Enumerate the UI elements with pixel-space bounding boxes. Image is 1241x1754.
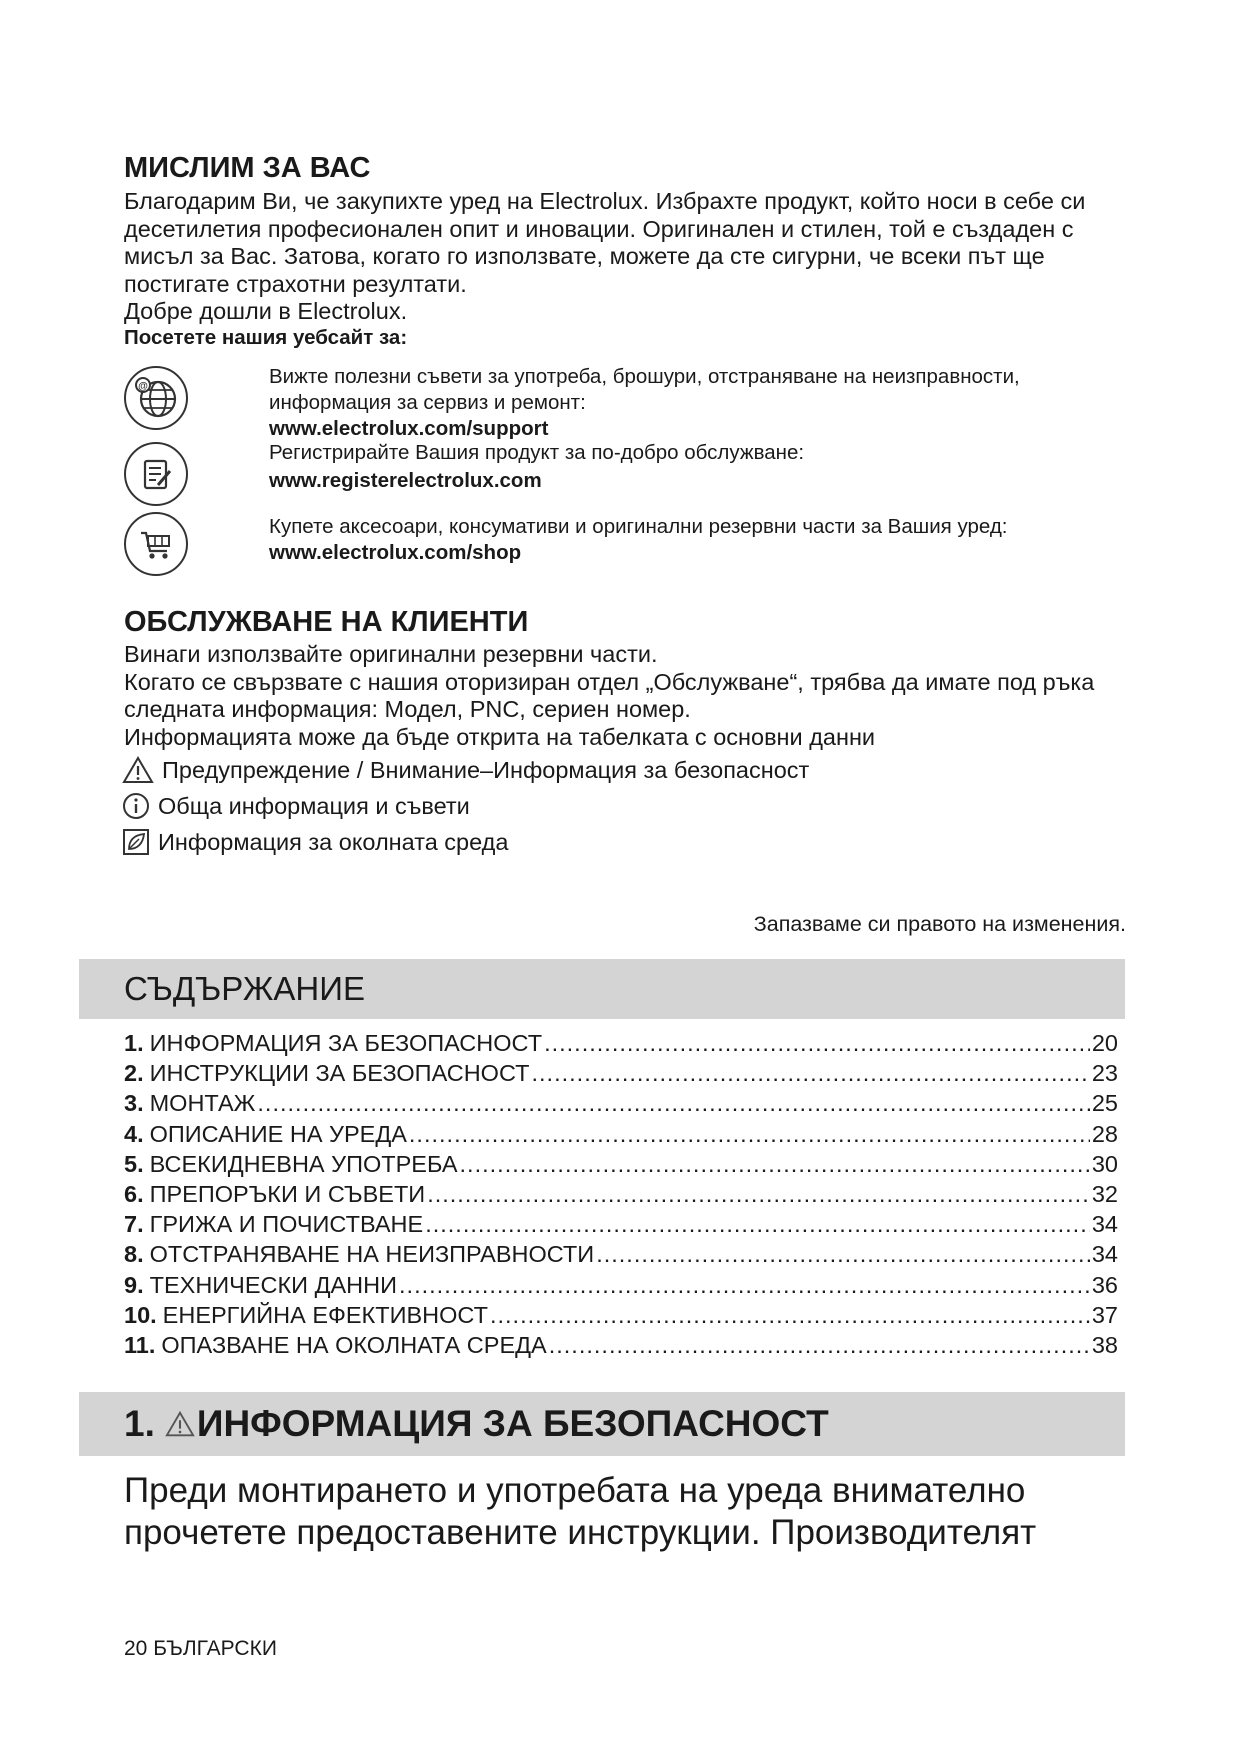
link-block-register [269, 440, 1129, 494]
toc-item-number: 4. [124, 1120, 144, 1147]
reserve-note: Запазваме си правото на изменения. [753, 912, 1126, 936]
legend-info [122, 792, 470, 820]
section-title-think-of-you: МИСЛИМ ЗА ВАС [124, 152, 371, 184]
toc-item[interactable] [124, 1151, 1118, 1181]
warning-icon [122, 756, 154, 784]
link-description: Вижте полезни съвети за употреба, брошури, отстраняване на неизправности, информация за сервиз и ремонт: [269, 365, 1020, 414]
svg-text:@: @ [138, 381, 148, 392]
customer-service-text [124, 641, 1124, 751]
intro-block [124, 188, 1114, 326]
toc-item-page: 25 [1091, 1090, 1118, 1117]
support-link[interactable]: www.electrolux.com/support [269, 417, 549, 440]
toc-dot-leader [549, 1332, 1090, 1359]
toc-dot-leader [425, 1211, 1090, 1238]
register-icon [124, 442, 188, 506]
toc-item[interactable] [124, 1332, 1118, 1362]
toc-dot-leader [532, 1060, 1090, 1087]
toc-item-page: 38 [1091, 1331, 1118, 1358]
intro-text: Благодарим Ви, че закупихте уред на Electrolux. Избрахте продукт, който носи в себе си десетилетия професионален опит и иновации. Оригинален и стилен, той е създаден с мисъл за Вас. Затова, когато го използвате, можете да сте сигурни, че всеки път ще постигате страхотни резултати. [124, 188, 1086, 297]
welcome-text: Добре дошли в Electrolux. [124, 298, 408, 324]
toc-item-page: 36 [1091, 1271, 1118, 1298]
toc-item-page: 37 [1091, 1301, 1118, 1328]
toc-item[interactable] [124, 1030, 1118, 1060]
toc-item-label: ОПАЗВАНЕ НА ОКОЛНАТА СРЕДА [161, 1331, 547, 1358]
toc-item-page: 30 [1091, 1150, 1118, 1177]
toc-dot-leader [427, 1181, 1090, 1208]
toc-item[interactable] [124, 1211, 1118, 1241]
toc-item[interactable] [124, 1090, 1118, 1120]
shop-link[interactable]: www.electrolux.com/shop [269, 541, 522, 564]
service-line-2: Когато се свързвате с нашия оторизиран отдел „Обслужване“, трябва да имате под ръка следната информация: Модел, PNC, сериен номер. [124, 668, 1095, 722]
toc-item-number: 6. [124, 1180, 144, 1207]
link-description: Регистрирайте Вашия продукт за по-добро обслужване: [269, 441, 805, 464]
toc-item-number: 3. [124, 1090, 144, 1117]
toc-item-label: ПРЕПОРЪКИ И СЪВЕТИ [149, 1180, 426, 1207]
toc-dot-leader [257, 1090, 1089, 1117]
toc-item-number: 2. [124, 1060, 144, 1087]
toc-item-page: 23 [1091, 1060, 1118, 1087]
section-title-customer-service: ОБСЛУЖВАНЕ НА КЛИЕНТИ [124, 606, 529, 638]
toc-item-label: ОТСТРАНЯВАНЕ НА НЕИЗПРАВНОСТИ [149, 1241, 595, 1268]
toc-item-label: ГРИЖА И ПОЧИСТВАНЕ [149, 1211, 424, 1238]
toc-item-label: ВСЕКИДНЕВНА УПОТРЕБА [149, 1150, 458, 1177]
globe-icon [124, 366, 188, 430]
toc-item-number: 9. [124, 1271, 144, 1298]
toc-item-number: 10. [124, 1301, 157, 1328]
toc-item[interactable] [124, 1302, 1118, 1332]
toc-dot-leader [490, 1302, 1090, 1329]
toc-item[interactable] [124, 1272, 1118, 1302]
link-block-support [269, 364, 1129, 442]
section1-title: ИНФОРМАЦИЯ ЗА БЕЗОПАСНОСТ [196, 1403, 829, 1444]
toc-item-page: 32 [1091, 1180, 1118, 1207]
register-link[interactable]: www.registerelectrolux.com [269, 469, 542, 492]
toc-item-label: МОНТАЖ [149, 1090, 256, 1117]
legend-warning-text: Предупреждение / Внимание–Информация за безопасност [162, 756, 810, 783]
link-block-shop [269, 514, 1129, 566]
legend-warning [122, 756, 809, 784]
section1-body: Преди монтирането и употребата на уреда внимателно прочетете предоставените инструкции. Производителят [124, 1471, 1037, 1552]
toc-item[interactable] [124, 1181, 1118, 1211]
contents-title: СЪДЪРЖАНИЕ [124, 970, 365, 1007]
toc-item-number: 5. [124, 1150, 144, 1177]
toc-item-page: 20 [1091, 1030, 1118, 1056]
cart-icon [124, 512, 188, 576]
toc-dot-leader [399, 1272, 1090, 1299]
toc-item-page: 34 [1091, 1211, 1118, 1238]
link-description: Купете аксесоари, консумативи и оригинални резервни части за Вашия уред: [269, 515, 1008, 538]
toc-item[interactable] [124, 1121, 1118, 1151]
section1-number: 1. [124, 1403, 155, 1444]
leaf-icon [122, 828, 150, 856]
toc-item-label: ИНФОРМАЦИЯ ЗА БЕЗОПАСНОСТ [149, 1030, 543, 1056]
toc-item-label: ЕНЕРГИЙНА ЕФЕКТИВНОСТ [162, 1301, 488, 1328]
toc-item[interactable] [124, 1241, 1118, 1271]
warning-icon [165, 1410, 195, 1438]
toc-dot-leader [544, 1030, 1090, 1057]
info-icon [122, 792, 150, 820]
toc-item[interactable] [124, 1060, 1118, 1090]
toc-item-number: 7. [124, 1211, 144, 1238]
toc-dot-leader [596, 1241, 1090, 1268]
toc-item-number: 8. [124, 1241, 144, 1268]
toc-item-page: 34 [1091, 1241, 1118, 1268]
toc-dot-leader [409, 1121, 1090, 1148]
legend-info-text: Обща информация и съвети [158, 792, 470, 819]
toc-item-label: ОПИСАНИЕ НА УРЕДА [149, 1120, 407, 1147]
legend-environment-text: Информация за околната среда [158, 828, 509, 855]
service-line-1: Винаги използвайте оригинални резервни части. [124, 641, 658, 667]
toc-item-label: ИНСТРУКЦИИ ЗА БЕЗОПАСНОСТ [149, 1060, 530, 1087]
toc-item-number: 1. [124, 1030, 144, 1056]
toc-dot-leader [460, 1151, 1090, 1178]
service-line-3: Информацията може да бъде открита на табелката с основни данни [124, 723, 876, 750]
toc-item-label: ТЕХНИЧЕСКИ ДАННИ [149, 1271, 398, 1298]
visit-label: Посетете нашия уебсайт за: [124, 326, 408, 349]
toc-item-page: 28 [1091, 1120, 1118, 1147]
page-footer: 20 БЪЛГАРСКИ [124, 1637, 277, 1660]
legend-environment [122, 828, 508, 856]
table-of-contents [124, 1030, 1118, 1362]
toc-item-number: 11. [124, 1331, 156, 1358]
section1-heading [124, 1403, 829, 1445]
